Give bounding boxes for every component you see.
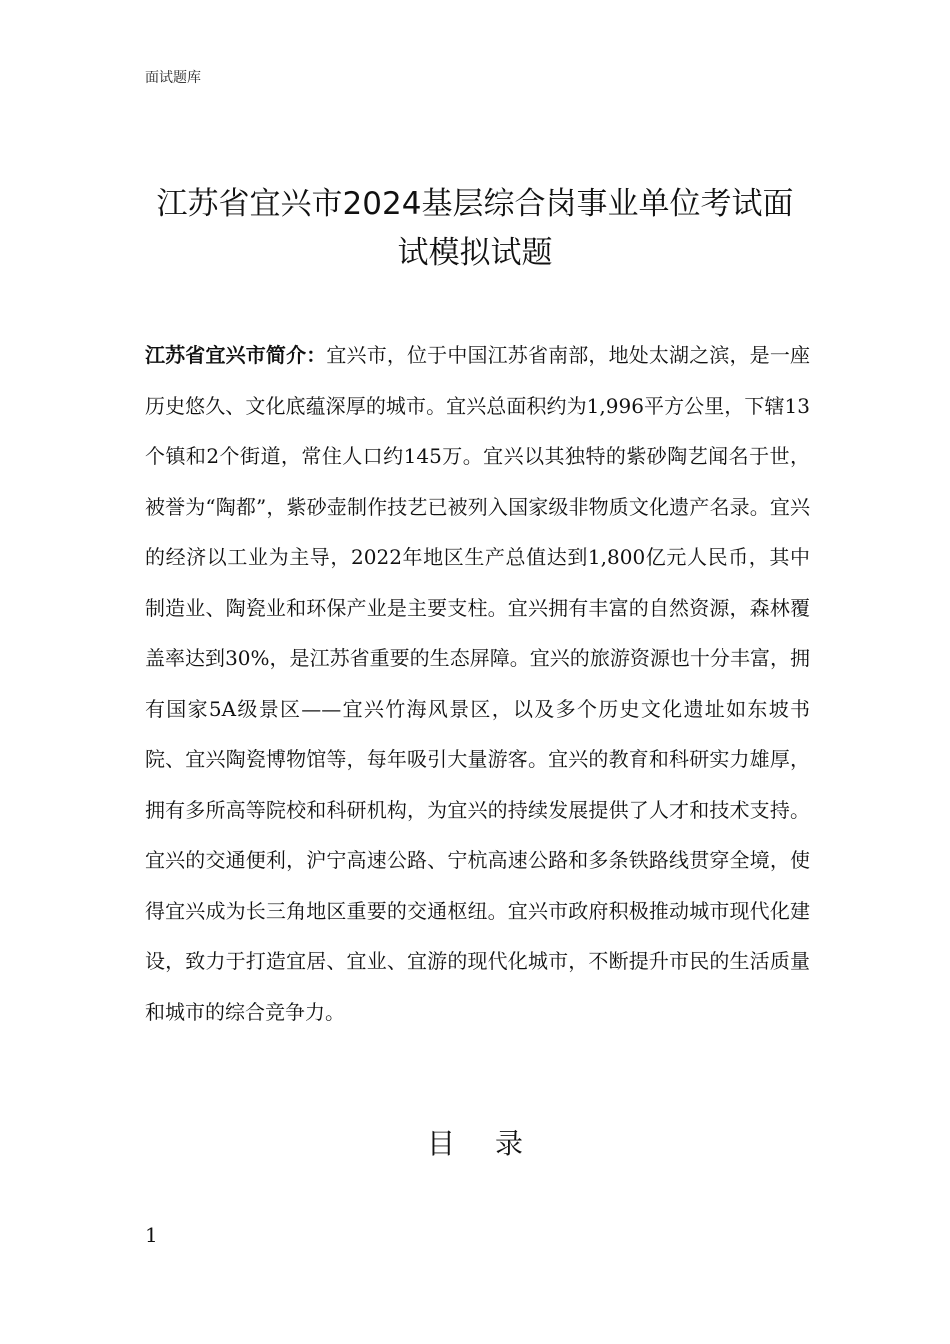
header-label: 面试题库 <box>145 70 201 86</box>
toc-heading: 目录 <box>426 1127 563 1160</box>
intro-label: 江苏省宜兴市简介： <box>145 343 327 367</box>
intro-body: 宜兴市，位于中国江苏省南部，地处太湖之滨，是一座历史悠久、文化底蕴深厚的城市。宜兴总面积约为1,996平方公里，下辖13个镇和2个街道，常住人口约145万。宜兴以其独特的紫砂陶艺闻名于世，被誉为“陶都”，紫砂壶制作技艺已被列入国家级非物质文化遗产名录。宜兴的经济以工业为主导，2022年地区生产总值达到1,800亿元人民币，其中制造业、陶瓷业和环保产业是主要支柱。宜兴拥有丰富的自然资源，森林覆盖率达到30%，是江苏省重要的生态屏障。宜兴的旅游资源也十分丰富，拥有国家5A级景区——宜兴竹海风景区，以及多个历史文化遗址如东坡书院、宜兴陶瓷博物馆等，每年吸引大量游客。宜兴的教育和科研实力雄厚，拥有多所高等院校和科研机构，为宜兴的持续发展提供了人才和技术支持。宜兴的交通便利，沪宁高速公路、宁杭高速公路和多条铁路线贯穿全境，使得宜兴成为长三角地区重要的交通枢纽。宜兴市政府积极推动城市现代化建设，致力于打造宜居、宜业、宜游的现代化城市，不断提升市民的生活质量和城市的综合竞争力。 <box>145 343 810 1024</box>
page-number: 1 <box>145 1223 158 1247</box>
title-line-2: 试模拟试题 <box>397 235 553 271</box>
title-line-1: 江苏省宜兴市2024基层综合岗事业单位考试面 <box>156 186 794 222</box>
intro-paragraph <box>145 330 810 1037</box>
document-title <box>120 180 830 278</box>
